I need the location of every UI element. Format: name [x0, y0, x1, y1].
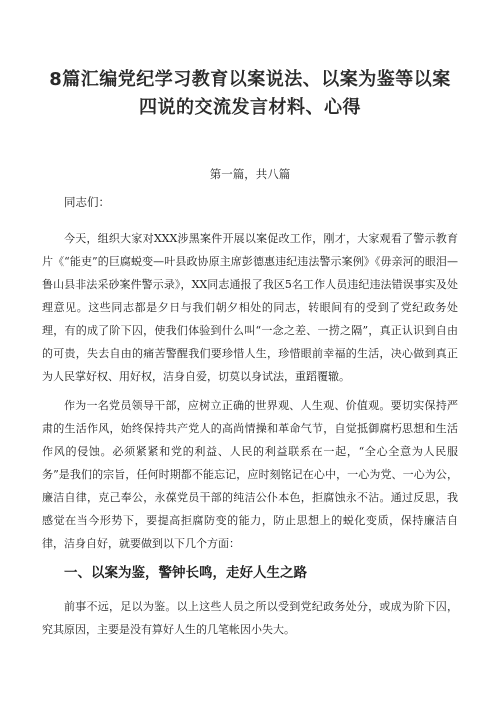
chapter-label: 第一篇，共八篇 — [209, 167, 291, 181]
section-heading-1: 一、以案为鉴，警钟长鸣，走好人生之路 — [64, 565, 307, 581]
document-title — [42, 66, 458, 122]
title-line-1: 8篇汇编党纪学习教育以案说法、以案为鉴等以案 — [49, 69, 451, 90]
paragraph-1: 今天，组织大家对XXX涉黑案件开展以案促改工作，刚才，大家观看了警示教育片《“能吏”的巨腐蜕变—叶县政协原主席彭德惠违纪违法警示案例》《毋亲河的眼泪—鲁山县非法采砂案件警示录》，XX同志通报了我区5名工作人员违纪违法错误事实及处理意见。这些同志都是夕日与我们朝夕相处的同志，转眼间有的受到了党纪政务处理，有的成了阶下囚，使我们体验到什么叫“一念之差、一捞之隔”，真正认识到自由的可贵，失去自由的痛苦警醒我们要珍惜人生，珍惜眼前幸福的生活，决心做到真正为人民掌好权、用好权，洁身自爱，切莫以身试法，重蹈覆辙。 — [42, 232, 458, 383]
paragraph-2: 作为一名党员领导干部，应树立正确的世界观、人生观、价值观。要切实保持严肃的生活作风，始终保持共产党人的高尚情操和革命气节，自觉抵御腐朽思想和生活作风的侵蚀。必须紧紧和党的利益、人民的利益联系在一起，“全心全意为人民服务”是我们的宗旨，任何时期都不能忘记，应时刻铭记在心中，一心为党、一心为公，廉洁自律，克己奉公，永葆党员干部的纯洁公仆本色，拒腐蚀永不沾。通过反思，我感觉在当今形势下，要提高拒腐防变的能力，防止思想上的蜕化变质，保持廉洁自律，洁身自好，就要做到以下几个方面： — [42, 399, 458, 550]
paragraph-3: 前事不远，足以为鉴。以上这些人员之所以受到党纪政务处分，或成为阶下囚，究其原因，主要是没有算好人生的几笔帐因小失大。 — [42, 600, 458, 636]
title-line-2: 四说的交流发言材料、心得 — [139, 97, 361, 118]
salutation: 同志们： — [64, 195, 110, 209]
